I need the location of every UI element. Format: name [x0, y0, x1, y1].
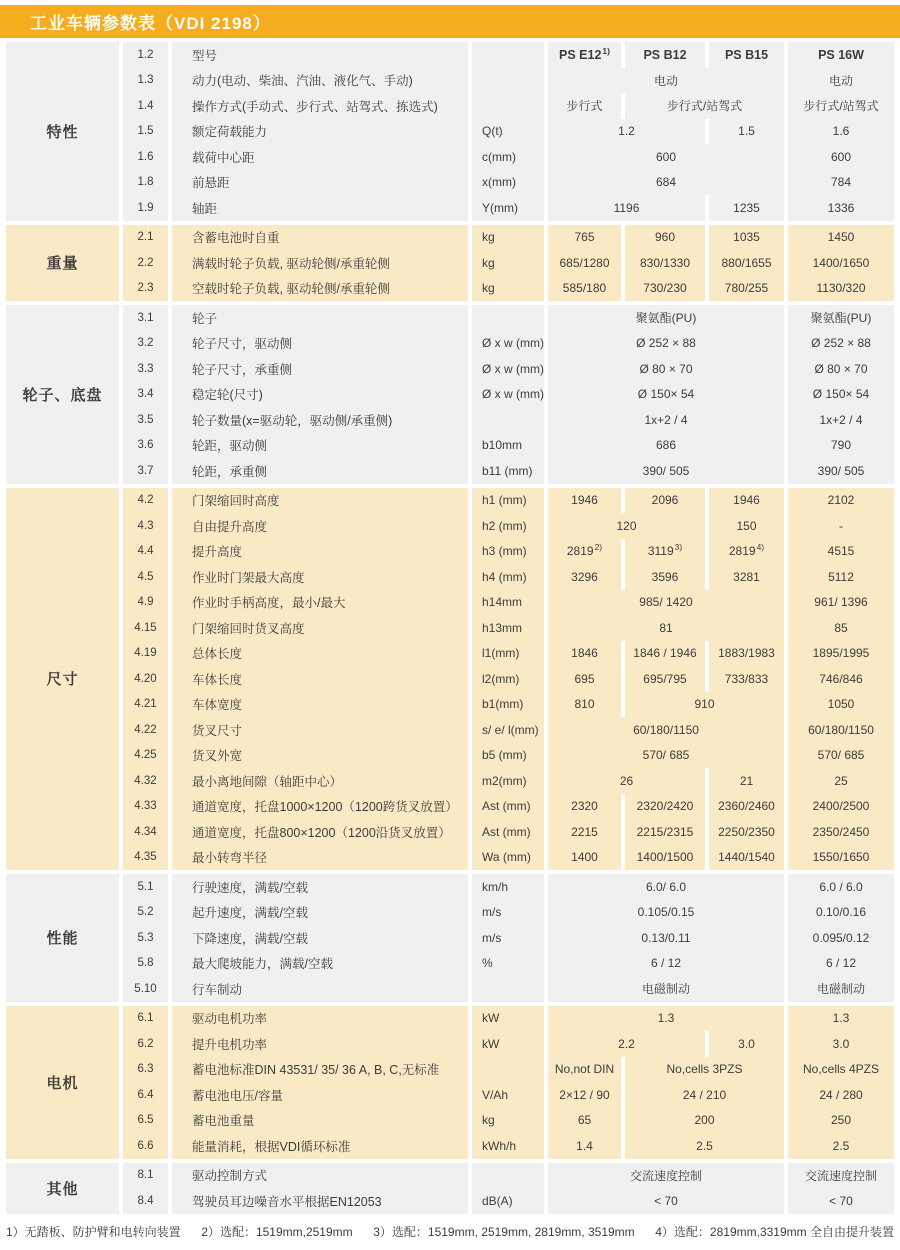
- spec-value-cell: 150: [709, 513, 784, 539]
- row-unit: [472, 42, 544, 68]
- spec-value-cell: Ø 252 × 88: [548, 331, 784, 357]
- row-number: 1.3: [123, 68, 168, 94]
- spec-value-cell: 390/ 505: [548, 458, 784, 484]
- row-unit: Y(mm): [472, 195, 544, 221]
- spec-value-cell: 步行式/站驾式: [788, 93, 894, 119]
- row-number: 6.2: [123, 1031, 168, 1057]
- spec-value-cell: 聚氨酯(PU): [548, 305, 784, 331]
- footnote-1: 1）无踏板、防护臂和电转向装置: [6, 1224, 181, 1239]
- row-number: 1.2: [123, 42, 168, 68]
- spec-value-cell: No,cells 4PZS: [788, 1057, 894, 1083]
- spec-value-cell: 1846: [548, 641, 621, 667]
- row-unit: l2(mm): [472, 666, 544, 692]
- spec-value-cell: 3.0: [788, 1031, 894, 1057]
- model-header-cell: PS E12 $^{1)}$: [548, 42, 621, 68]
- row-number: 4.33: [123, 794, 168, 820]
- row-description: 驱动控制方式: [172, 1163, 468, 1189]
- spec-value-cell: 5112: [788, 564, 894, 590]
- spec-value-cell: 电磁制动: [788, 976, 894, 1002]
- row-unit: kg: [472, 1108, 544, 1134]
- row-unit: [472, 1057, 544, 1083]
- spec-value-cell: 120: [548, 513, 705, 539]
- spec-value-cell: 250: [788, 1108, 894, 1134]
- section-label: 其他: [6, 1163, 119, 1214]
- row-description: 总体长度: [172, 641, 468, 667]
- row-number: 6.3: [123, 1057, 168, 1083]
- spec-value-cell: 1050: [788, 692, 894, 718]
- spec-value-cell: 784: [788, 170, 894, 196]
- row-unit: h14mm: [472, 590, 544, 616]
- spec-value-cell: 4515: [788, 539, 894, 565]
- row-description: 下降速度，满载/空载: [172, 925, 468, 951]
- spec-value-cell: 1400/1500: [625, 845, 705, 871]
- spec-value-cell: 1.4: [548, 1133, 621, 1159]
- row-number: 1.9: [123, 195, 168, 221]
- model-header-cell: PS 16W: [788, 42, 894, 68]
- spec-value-cell: 2819 $^{2)}$: [548, 539, 621, 565]
- row-unit: b10mm: [472, 433, 544, 459]
- row-number: 3.4: [123, 382, 168, 408]
- row-unit: [472, 1163, 544, 1189]
- row-description: 货叉外宽: [172, 743, 468, 769]
- row-description: 作业时门架最大高度: [172, 564, 468, 590]
- row-unit: m/s: [472, 925, 544, 951]
- row-unit: kg: [472, 276, 544, 302]
- spec-value-cell: 0.13/0.11: [548, 925, 784, 951]
- section-other: [6, 1163, 893, 1214]
- row-number: 3.2: [123, 331, 168, 357]
- row-unit: m2(mm): [472, 768, 544, 794]
- row-description: 轮子尺寸，驱动侧: [172, 331, 468, 357]
- spec-value-cell: 1450: [788, 225, 894, 251]
- row-number: 2.3: [123, 276, 168, 302]
- row-description: 门架缩回时高度: [172, 488, 468, 514]
- section-label: 特性: [6, 42, 119, 221]
- spec-value-cell: 81: [548, 615, 784, 641]
- row-unit: Ø x w (mm): [472, 382, 544, 408]
- spec-value-cell: 6 / 12: [548, 951, 784, 977]
- spec-value-cell: -: [788, 513, 894, 539]
- spec-value-cell: 1550/1650: [788, 845, 894, 871]
- spec-value-cell: 961/ 1396: [788, 590, 894, 616]
- row-number: 5.10: [123, 976, 168, 1002]
- row-number: 1.5: [123, 119, 168, 145]
- row-unit: h2 (mm): [472, 513, 544, 539]
- row-unit: h1 (mm): [472, 488, 544, 514]
- spec-value-cell: < 70: [548, 1188, 784, 1214]
- spec-value-cell: No,not DIN: [548, 1057, 621, 1083]
- spec-value-cell: 85: [788, 615, 894, 641]
- row-unit: kW: [472, 1031, 544, 1057]
- row-number: 6.4: [123, 1082, 168, 1108]
- row-description: 蓄电池电压/容量: [172, 1082, 468, 1108]
- row-number: 2.2: [123, 250, 168, 276]
- row-number: 4.35: [123, 845, 168, 871]
- row-unit: b11 (mm): [472, 458, 544, 484]
- spec-value-cell: 830/1330: [625, 250, 705, 276]
- spec-value-cell: 1130/320: [788, 276, 894, 302]
- row-description: 空载时轮子负载, 驱动轮侧/承重轮侧: [172, 276, 468, 302]
- row-unit: h3 (mm): [472, 539, 544, 565]
- spec-value-cell: 695: [548, 666, 621, 692]
- spec-value-cell: 2320/2420: [625, 794, 705, 820]
- spec-value-cell: 1.2: [548, 119, 705, 145]
- row-description: 额定荷载能力: [172, 119, 468, 145]
- row-unit: Ø x w (mm): [472, 356, 544, 382]
- row-description: 轮子: [172, 305, 468, 331]
- spec-value-cell: 600: [788, 144, 894, 170]
- spec-value-cell: 3.0: [709, 1031, 784, 1057]
- row-description: 轮子数量(x=驱动轮，驱动侧/承重侧): [172, 407, 468, 433]
- row-description: 操作方式(手动式、步行式、站驾式、拣选式): [172, 93, 468, 119]
- section-weight: [6, 225, 893, 302]
- row-description: 轮子尺寸，承重侧: [172, 356, 468, 382]
- row-unit: [472, 93, 544, 119]
- row-number: 6.6: [123, 1133, 168, 1159]
- spec-value-cell: 2250/2350: [709, 819, 784, 845]
- row-unit: Ø x w (mm): [472, 331, 544, 357]
- row-description: 轮距，承重侧: [172, 458, 468, 484]
- row-description: 门架缩回时货叉高度: [172, 615, 468, 641]
- row-number: 4.3: [123, 513, 168, 539]
- spec-value-cell: 1.3: [548, 1006, 784, 1032]
- spec-value-cell: 686: [548, 433, 784, 459]
- spec-value-cell: 电动: [548, 68, 784, 94]
- spec-value-cell: 2.5: [625, 1133, 784, 1159]
- row-unit: [472, 68, 544, 94]
- row-unit: dB(A): [472, 1188, 544, 1214]
- spec-value-cell: 26: [548, 768, 705, 794]
- spec-value-cell: 1895/1995: [788, 641, 894, 667]
- row-number: 3.5: [123, 407, 168, 433]
- spec-value-cell: 2096: [625, 488, 705, 514]
- page-title: 工业车辆参数表（VDI 2198）: [30, 14, 271, 33]
- spec-value-cell: 1035: [709, 225, 784, 251]
- row-unit: x(mm): [472, 170, 544, 196]
- row-unit: c(mm): [472, 144, 544, 170]
- spec-value-cell: 2215/2315: [625, 819, 705, 845]
- row-unit: km/h: [472, 874, 544, 900]
- spec-value-cell: 733/833: [709, 666, 784, 692]
- row-number: 4.22: [123, 717, 168, 743]
- footnote-4: 4）选配：2819mm,3319mm 全自由提升装置: [655, 1224, 894, 1239]
- row-description: 轴距: [172, 195, 468, 221]
- spec-value-cell: 交流速度控制: [788, 1163, 894, 1189]
- row-description: 能量消耗，根据VDI循环标准: [172, 1133, 468, 1159]
- row-unit: s/ e/ l(mm): [472, 717, 544, 743]
- section-label: 重量: [6, 225, 119, 302]
- row-number: 3.6: [123, 433, 168, 459]
- spec-value-cell: 685/1280: [548, 250, 621, 276]
- spec-value-cell: 24 / 210: [625, 1082, 784, 1108]
- row-unit: b1(mm): [472, 692, 544, 718]
- row-unit: V/Ah: [472, 1082, 544, 1108]
- model-header-cell: PS B15: [709, 42, 784, 68]
- spec-value-cell: 1196: [548, 195, 705, 221]
- row-description: 含蓄电池时自重: [172, 225, 468, 251]
- spec-value-cell: 200: [625, 1108, 784, 1134]
- spec-value-cell: 2400/2500: [788, 794, 894, 820]
- spec-value-cell: 1336: [788, 195, 894, 221]
- row-number: 5.3: [123, 925, 168, 951]
- spec-value-cell: 3281: [709, 564, 784, 590]
- row-description: 作业时手柄高度，最小/最大: [172, 590, 468, 616]
- row-number: 4.32: [123, 768, 168, 794]
- row-unit: h4 (mm): [472, 564, 544, 590]
- spec-value-cell: 765: [548, 225, 621, 251]
- spec-value-cell: 21: [709, 768, 784, 794]
- spec-value-cell: 1946: [709, 488, 784, 514]
- spec-value-cell: 65: [548, 1108, 621, 1134]
- spec-value-cell: 60/180/1150: [788, 717, 894, 743]
- spec-value-cell: 695/795: [625, 666, 705, 692]
- row-description: 满载时轮子负载, 驱动轮侧/承重轮侧: [172, 250, 468, 276]
- spec-value-cell: 1x+2 / 4: [788, 407, 894, 433]
- row-description: 型号: [172, 42, 468, 68]
- spec-value-cell: 1x+2 / 4: [548, 407, 784, 433]
- row-description: 轮距，驱动侧: [172, 433, 468, 459]
- title-bar: [0, 5, 900, 38]
- row-unit: Ast (mm): [472, 794, 544, 820]
- spec-value-cell: 730/230: [625, 276, 705, 302]
- section-performance: [6, 874, 893, 1002]
- row-number: 1.8: [123, 170, 168, 196]
- row-number: 8.4: [123, 1188, 168, 1214]
- spec-value-cell: 步行式: [548, 93, 621, 119]
- spec-value-cell: 2.5: [788, 1133, 894, 1159]
- spec-value-cell: 746/846: [788, 666, 894, 692]
- section-characteristics: [6, 42, 893, 221]
- row-number: 3.3: [123, 356, 168, 382]
- row-description: 提升高度: [172, 539, 468, 565]
- row-description: 动力(电动、柴油、汽油、液化气、手动): [172, 68, 468, 94]
- row-number: 6.1: [123, 1006, 168, 1032]
- row-description: 驱动电机功率: [172, 1006, 468, 1032]
- row-description: 蓄电池重量: [172, 1108, 468, 1134]
- spec-value-cell: 1846 / 1946: [625, 641, 705, 667]
- row-description: 最小转弯半径: [172, 845, 468, 871]
- row-number: 4.5: [123, 564, 168, 590]
- model-header-cell: PS B12: [625, 42, 705, 68]
- row-number: 4.19: [123, 641, 168, 667]
- spec-value-cell: 2×12 / 90: [548, 1082, 621, 1108]
- row-unit: h13mm: [472, 615, 544, 641]
- spec-value-cell: Ø 150× 54: [548, 382, 784, 408]
- spec-value-cell: 1946: [548, 488, 621, 514]
- spec-value-cell: < 70: [788, 1188, 894, 1214]
- spec-value-cell: 2215: [548, 819, 621, 845]
- row-unit: [472, 305, 544, 331]
- section-label: 尺寸: [6, 488, 119, 871]
- spec-value-cell: 1400: [548, 845, 621, 871]
- spec-value-cell: 6.0/ 6.0: [548, 874, 784, 900]
- spec-value-cell: 2320: [548, 794, 621, 820]
- spec-value-cell: 2.2: [548, 1031, 705, 1057]
- row-number: 4.4: [123, 539, 168, 565]
- spec-value-cell: 1883/1983: [709, 641, 784, 667]
- section-motor: [6, 1006, 893, 1159]
- spec-value-cell: 570/ 685: [548, 743, 784, 769]
- row-number: 3.1: [123, 305, 168, 331]
- spec-value-cell: 910: [625, 692, 784, 718]
- row-number: 5.8: [123, 951, 168, 977]
- spec-value-cell: 24 / 280: [788, 1082, 894, 1108]
- row-description: 前悬距: [172, 170, 468, 196]
- spec-value-cell: 985/ 1420: [548, 590, 784, 616]
- row-description: 最大爬坡能力，满载/空载: [172, 951, 468, 977]
- spec-value-cell: 6.0 / 6.0: [788, 874, 894, 900]
- spec-value-cell: 1440/1540: [709, 845, 784, 871]
- row-number: 5.2: [123, 900, 168, 926]
- row-description: 提升电机功率: [172, 1031, 468, 1057]
- spec-value-cell: 960: [625, 225, 705, 251]
- row-number: 4.21: [123, 692, 168, 718]
- row-number: 6.5: [123, 1108, 168, 1134]
- spec-value-cell: 1.5: [709, 119, 784, 145]
- row-description: 起升速度，满载/空载: [172, 900, 468, 926]
- row-number: 1.4: [123, 93, 168, 119]
- spec-value-cell: 3296: [548, 564, 621, 590]
- row-number: 8.1: [123, 1163, 168, 1189]
- spec-value-cell: 0.10/0.16: [788, 900, 894, 926]
- spec-value-cell: 585/180: [548, 276, 621, 302]
- spec-value-cell: Ø 252 × 88: [788, 331, 894, 357]
- row-unit: [472, 407, 544, 433]
- row-unit: Wa (mm): [472, 845, 544, 871]
- section-label: 性能: [6, 874, 119, 1002]
- row-unit: l1(mm): [472, 641, 544, 667]
- row-description: 货叉尺寸: [172, 717, 468, 743]
- spec-value-cell: 880/1655: [709, 250, 784, 276]
- spec-value-cell: 聚氨酯(PU): [788, 305, 894, 331]
- section-label: 轮子、底盘: [6, 305, 119, 484]
- footnote-2: 2）选配：1519mm,2519mm: [201, 1224, 353, 1239]
- spec-value-cell: 780/255: [709, 276, 784, 302]
- section-label: 电机: [6, 1006, 119, 1159]
- row-unit: kWh/h: [472, 1133, 544, 1159]
- row-number: 3.7: [123, 458, 168, 484]
- row-unit: [472, 976, 544, 1002]
- row-description: 蓄电池标准DIN 43531/ 35/ 36 A, B, C,无标准: [172, 1057, 468, 1083]
- row-number: 4.2: [123, 488, 168, 514]
- row-description: 载荷中心距: [172, 144, 468, 170]
- row-number: 5.1: [123, 874, 168, 900]
- spec-value-cell: 1.3: [788, 1006, 894, 1032]
- footnotes: [6, 1223, 894, 1240]
- spec-value-cell: 790: [788, 433, 894, 459]
- spec-value-cell: 6 / 12: [788, 951, 894, 977]
- spec-value-cell: 1.6: [788, 119, 894, 145]
- row-description: 车体宽度: [172, 692, 468, 718]
- spec-value-cell: 2819 $^{4)}$: [709, 539, 784, 565]
- row-number: 4.34: [123, 819, 168, 845]
- spec-value-cell: No,cells 3PZS: [625, 1057, 784, 1083]
- spec-value-cell: Ø 80 × 70: [788, 356, 894, 382]
- row-unit: b5 (mm): [472, 743, 544, 769]
- row-description: 车体长度: [172, 666, 468, 692]
- spec-value-cell: 60/180/1150: [548, 717, 784, 743]
- spec-value-cell: 810: [548, 692, 621, 718]
- spec-value-cell: 1400/1650: [788, 250, 894, 276]
- row-number: 2.1: [123, 225, 168, 251]
- row-description: 最小离地间隙（轴距中心）: [172, 768, 468, 794]
- row-unit: kg: [472, 225, 544, 251]
- spec-value-cell: 步行式/站驾式: [625, 93, 784, 119]
- spec-value-cell: 600: [548, 144, 784, 170]
- row-unit: Q(t): [472, 119, 544, 145]
- row-unit: Ast (mm): [472, 819, 544, 845]
- row-unit: kg: [472, 250, 544, 276]
- spec-value-cell: 电磁制动: [548, 976, 784, 1002]
- spec-value-cell: 570/ 685: [788, 743, 894, 769]
- spec-table: [6, 42, 893, 1214]
- section-wheels-chassis: [6, 305, 893, 484]
- spec-value-cell: 0.095/0.12: [788, 925, 894, 951]
- spec-value-cell: 25: [788, 768, 894, 794]
- spec-value-cell: 电动: [788, 68, 894, 94]
- spec-value-cell: 0.105/0.15: [548, 900, 784, 926]
- row-number: 1.6: [123, 144, 168, 170]
- row-unit: %: [472, 951, 544, 977]
- row-unit: m/s: [472, 900, 544, 926]
- row-number: 4.20: [123, 666, 168, 692]
- row-description: 通道宽度，托盘800×1200（1200沿货叉放置）: [172, 819, 468, 845]
- spec-value-cell: 684: [548, 170, 784, 196]
- row-unit: kW: [472, 1006, 544, 1032]
- row-number: 4.15: [123, 615, 168, 641]
- spec-value-cell: Ø 150× 54: [788, 382, 894, 408]
- footnote-3: 3）选配：1519mm, 2519mm, 2819mm, 3519mm: [373, 1224, 635, 1239]
- spec-value-cell: 1235: [709, 195, 784, 221]
- spec-value-cell: 交流速度控制: [548, 1163, 784, 1189]
- row-description: 行驶速度，满载/空载: [172, 874, 468, 900]
- row-number: 4.25: [123, 743, 168, 769]
- spec-value-cell: 3119 $^{3)}$: [625, 539, 705, 565]
- row-description: 稳定轮(尺寸): [172, 382, 468, 408]
- spec-value-cell: Ø 80 × 70: [548, 356, 784, 382]
- row-description: 行车制动: [172, 976, 468, 1002]
- spec-value-cell: 2350/2450: [788, 819, 894, 845]
- row-number: 4.9: [123, 590, 168, 616]
- section-dimensions: [6, 488, 893, 871]
- spec-value-cell: 2360/2460: [709, 794, 784, 820]
- spec-value-cell: 3596: [625, 564, 705, 590]
- spec-value-cell: 390/ 505: [788, 458, 894, 484]
- row-description: 通道宽度，托盘1000×1200（1200跨货叉放置）: [172, 794, 468, 820]
- row-description: 驾驶员耳边噪音水平根据EN12053: [172, 1188, 468, 1214]
- row-description: 自由提升高度: [172, 513, 468, 539]
- spec-value-cell: 2102: [788, 488, 894, 514]
